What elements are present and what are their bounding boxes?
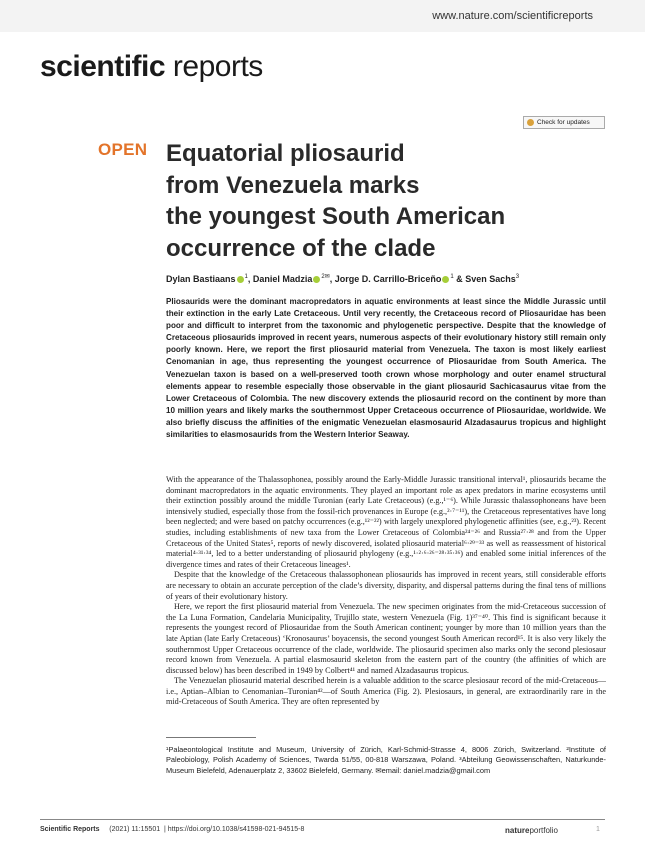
article-title: [166, 138, 586, 264]
author-affiliation: 2✉: [321, 274, 330, 280]
author-affiliation: 1: [244, 274, 248, 280]
affiliations: ¹Palaeontological Institute and Museum, University of Zürich, Karl-Schmid-Strasse 4, 8006 Zürich, Switzerland. ²Institute of Paleobiology, Polish Academy of Sciences, Twarda 51/55, 00-818 Warszawa, Poland. ³Abteilung Geowissenschaften, Naturkunde-Museum Bielefeld, Adenauerplatz 2, 33602 Bielefeld, Germany. ✉email: daniel.madzia@gmail.com: [166, 745, 606, 775]
journal-url[interactable]: www.nature.com/scientificreports: [432, 10, 593, 22]
body-paragraph: With the appearance of the Thalassophonea, possibly around the Early-Middle Jurassic transitional interval¹, pliosaurids became the dominant macropredators in the aquatic environments. They played an important role as apex predators in marine ecosystems until their extinction possibly around the middle Turonian (early Late Cretaceous) (e.g.,¹⁻⁶). While Jurassic thalassophoneans have been intensively studied, especially those from the fossil-rich provenances in Europe (e.g.,²·⁷⁻¹¹), the Cretaceous representatives have long been neglected; and were based on patchy occurrences (e.g.,¹²⁻²²) with largely unexplored phylogenetic affinities (see, e.g.,²³). Recent studies, including establishments of new taxa from the Lower Cretaceous of Colombia²⁴⁻²⁶ and Russia²⁷·²⁸ and from the Upper Cretaceous of the United States⁵, reports of newly discovered, isolated pliosaurid material⁶·²⁹⁻³³ as well as reassessment of historical material⁴·³¹·³⁴, led to a better understanding of pliosaurid phylogeny (e.g.,¹·²·⁶·²⁶⁻²⁸·³⁵·³⁶) and enabled some initial inferences of the divergence times and rates of their Cretaceous lineages¹.: [166, 475, 606, 569]
footer-journal: Scientific Reports: [40, 826, 100, 833]
author-name[interactable]: Sven Sachs: [465, 274, 516, 284]
author-affiliation: 3: [515, 274, 520, 280]
title-line: from Venezuela marks: [166, 171, 420, 199]
author-affiliation: 1: [450, 274, 454, 280]
title-line: Equatorial pliosaurid: [166, 140, 405, 167]
affiliation-divider: [166, 737, 256, 738]
journal-url-bar: [0, 0, 645, 32]
footer-doi[interactable]: | https://doi.org/10.1038/s41598-021-94515-8: [164, 826, 305, 833]
author-list: Dylan Bastiaans $^1$, Daniel Madzia $^{2✉}$, Jorge D. Carrillo-Briceño $^1$ & Sven Sachs$^3$: [166, 274, 520, 284]
title-line: occurrence of the clade: [166, 234, 436, 262]
journal-logo: [40, 50, 263, 84]
page-number: 1: [596, 826, 600, 833]
title-line: the youngest South American: [166, 203, 506, 230]
open-access-label: OPEN: [98, 140, 148, 159]
footer-volume: (2021) 11:15501: [109, 826, 161, 833]
author-name[interactable]: Dylan Bastiaans: [166, 274, 236, 284]
orcid-icon[interactable]: [313, 276, 320, 283]
main-body-text: [166, 475, 606, 708]
logo-regular-text: reports: [172, 50, 263, 83]
author-name[interactable]: Daniel Madzia: [252, 274, 313, 284]
page-footer: [40, 826, 605, 833]
footer-divider: [40, 819, 605, 820]
orcid-icon[interactable]: [442, 276, 449, 283]
body-paragraph: The Venezuelan pliosaurid material described herein is a valuable addition to the scarce plesiosaur record of the mid-Cretaceous—i.e., Aptian–Albian to Cenomanian–Turonian⁴²—of South America (Fig. 2). Plesiosaurs, in general, are extraordinarily rare in the mid-Cretaceous of South America. They are often represented by: [166, 676, 606, 707]
check-for-updates-label: Check for updates: [537, 119, 590, 126]
orcid-icon[interactable]: [237, 276, 244, 283]
author-name[interactable]: Jorge D. Carrillo-Briceño: [334, 274, 442, 284]
publisher-regular: portfolio: [529, 826, 558, 835]
logo-bold-text: scientific: [40, 50, 166, 83]
check-for-updates-button[interactable]: [523, 116, 605, 129]
crossmark-icon: [527, 119, 534, 126]
publisher-bold: nature: [505, 826, 530, 835]
body-paragraph: Here, we report the first pliosaurid material from Venezuela. The new specimen originates from the mid-Cretaceous succession of the La Luna Formation, Candelaria Municipality, Trujillo state, western Venezuela (Fig. 1)³⁷⁻⁴⁰. This find is significant because it represents the youngest record of Pliosauridae from the South American continent; younger by more than 10 million years than the late Aptian (late Early Cretaceous) ‘Kronosaurus’ boyacensis, the second youngest South American record¹⁵. It is also very likely the southernmost Upper Cretaceous occurrence of the clade, worldwide. The pliosaurid specimen also marks only the second plesiosaur record known from Venezuela. A partial elasmosaurid skeleton from the eastern part of the country (the affinities of which are discussed below) has been described in 1949 by Colbert⁴¹ and named Alzadasaurus tropicus.: [166, 602, 606, 675]
abstract: Pliosaurids were the dominant macropredators in aquatic environments at least since the Middle Jurassic until their extinction in the early Late Cretaceous. Until very recently, the Cretaceous record of Pliosauridae has been poor and difficult to interpret from the taxonomic and phylogenetic perspective. Despite that the knowledge of Cretaceous pliosaurids improved in recent years, numerous aspects of their evolutionary history still remain only poorly known. Here, we report the first pliosaurid material from Venezuela. The taxon is most likely earliest Cenomanian in age, thus representing the youngest occurrence of Pliosauridae from South America. The Venezuelan taxon is based on a well-preserved tooth crown whose morphology and outer enamel structural elements appear to resemble especially those observable in the giant pliosaurid Sachicasaurus vitae from the Lower Cretaceous of Colombia. The new discovery extends the pliosaurid record on the continent by more than 10 million years and likely marks the southernmost Upper Cretaceous occurrence of Pliosauridae, worldwide. We also briefly discuss the affinities of the enigmatic Venezuelan elasmosaurid Alzadasaurus tropicus and highlight similarities to elasmosaurids from the Western Interior Seaway.: [166, 297, 606, 440]
body-paragraph: Despite that the knowledge of the Cretaceous thalassophonean pliosaurids has improved in recent years, still considerable efforts are necessary to obtain an accurate perception of the clade’s diversity, disparity, and dispersal patterns during the final tens of millions of years of their evolutionary history.: [166, 570, 606, 601]
publisher-logo: [505, 826, 558, 835]
